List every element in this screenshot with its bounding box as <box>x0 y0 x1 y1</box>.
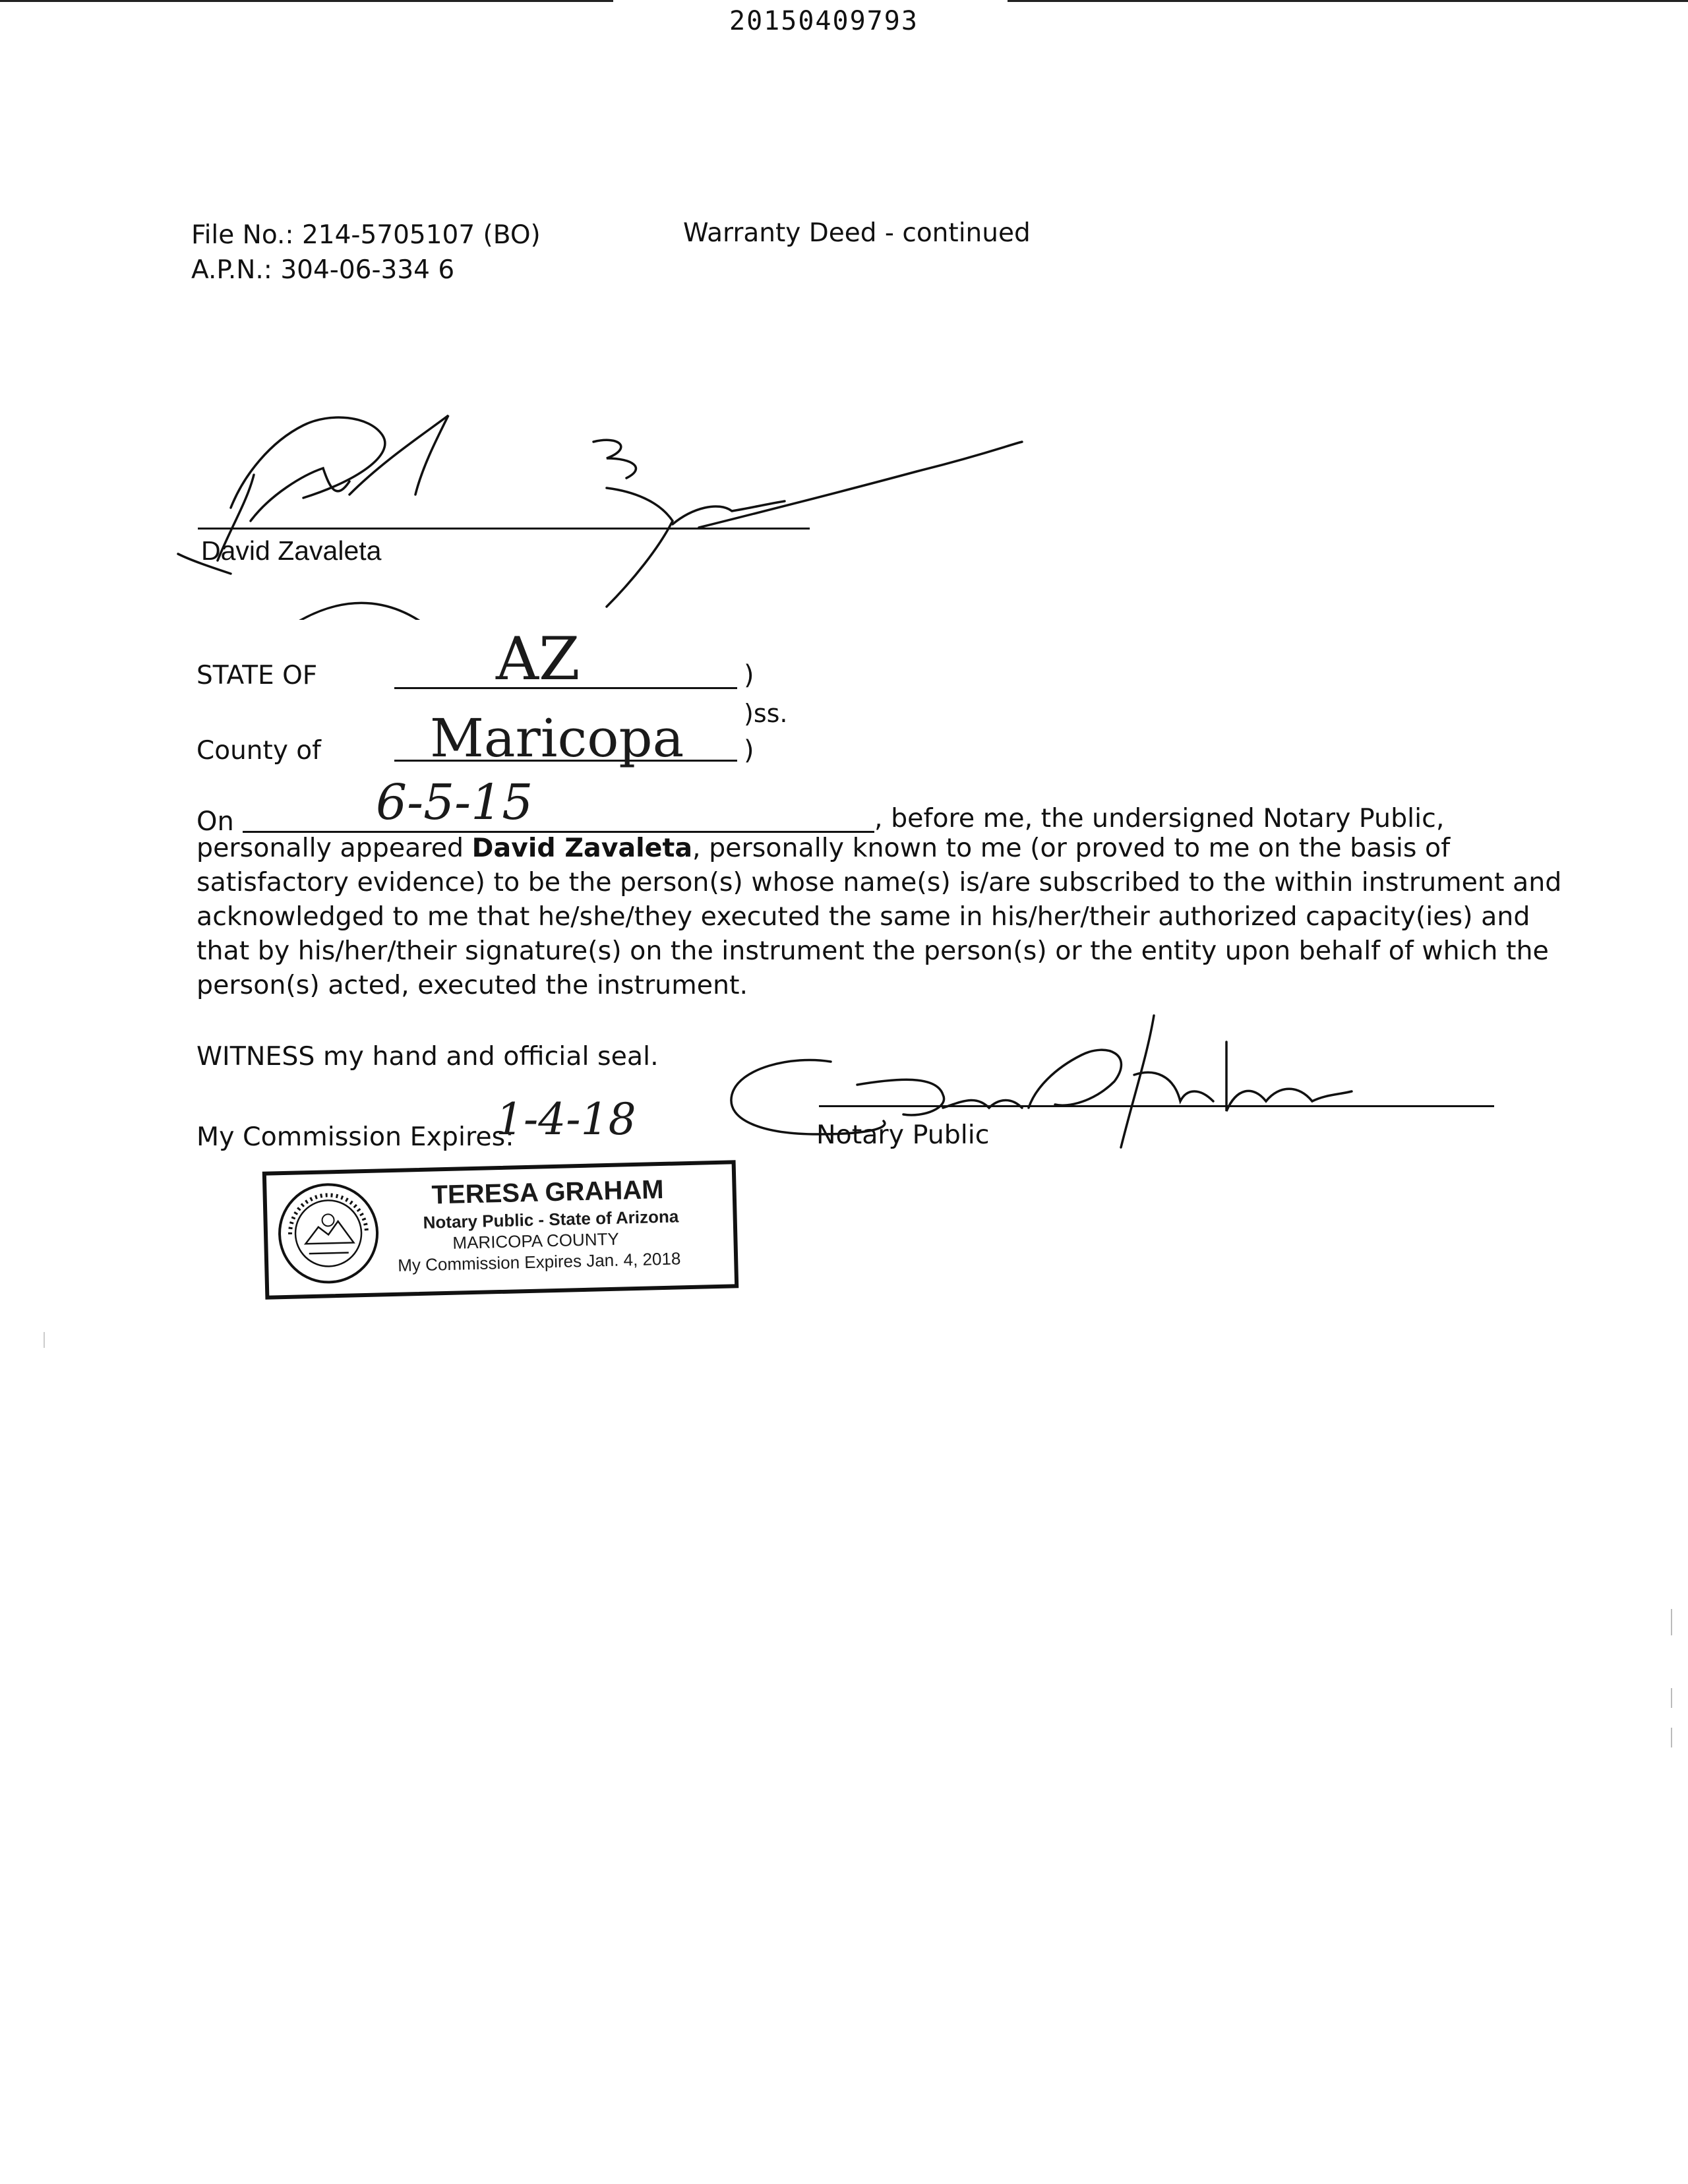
acknowledgment-text: personally appeared <box>196 833 472 863</box>
stamp-expiration: My Commission Expires Jan. 4, 2018 <box>397 1248 681 1275</box>
acknowledgment-line: person(s) acted, executed the instrument. <box>196 970 748 1000</box>
commission-label: My Commission Expires: <box>196 1122 514 1152</box>
acknowledgment-line: acknowledged to me that he/she/they executed the same in his/her/their authorized capacity(ies) and <box>196 901 1530 932</box>
commission-handwritten-date: 1-4-18 <box>496 1094 636 1145</box>
file-number: File No.: 214-5705107 (BO) <box>191 220 541 250</box>
county-handwritten-value: Maricopa <box>430 708 684 769</box>
acknowledgment-paragraph <box>196 831 1562 1002</box>
document-title: Warranty Deed - continued <box>683 218 1031 248</box>
grantor-signature-line <box>198 528 810 530</box>
on-label: On <box>196 806 234 837</box>
margin-mark <box>44 1332 45 1348</box>
scan-edge-line-left <box>0 0 613 2</box>
acknowledgment-line: satisfactory evidence) to be the person(s) whose name(s) is/are subscribed to the within instrument and <box>196 867 1562 897</box>
stamp-commission-title: Notary Public - State of Arizona <box>423 1206 679 1232</box>
recording-number: 20150409793 <box>729 6 919 36</box>
notary-signature-line <box>819 1105 1494 1107</box>
margin-mark <box>1671 1609 1672 1635</box>
acknowledgment-line: that by his/her/their signature(s) on the instrument the person(s) or the entity upon behalf of which the <box>196 936 1549 966</box>
ss-label: )ss. <box>744 699 788 728</box>
margin-mark <box>1671 1688 1672 1708</box>
stamp-notary-name: TERESA GRAHAM <box>431 1174 664 1210</box>
notary-public-label: Notary Public <box>816 1120 990 1150</box>
state-handwritten-value: AZ <box>496 624 580 694</box>
margin-mark <box>1671 1728 1672 1747</box>
arizona-state-seal <box>274 1179 382 1287</box>
grantor-signature <box>171 396 1029 620</box>
stamp-county: MARICOPA COUNTY <box>452 1228 620 1253</box>
apn-number: A.P.N.: 304-06-334 6 <box>191 255 455 285</box>
grantor-name: David Zavaleta <box>201 535 382 566</box>
state-label: STATE OF <box>196 661 318 690</box>
scan-edge-line-right <box>1008 0 1688 2</box>
signer-name: David Zavaleta <box>471 833 692 863</box>
acknowledgment-line <box>196 831 1482 865</box>
acknowledgment-text: , personally known to me (or proved to me on the basis of <box>692 833 1451 863</box>
witness-text: WITNESS my hand and official seal. <box>196 1041 659 1072</box>
state-paren: ) <box>744 660 754 690</box>
county-label: County of <box>196 736 321 766</box>
notary-date-handwritten: 6-5-15 <box>376 774 533 831</box>
notary-stamp <box>262 1160 739 1299</box>
county-paren: ) <box>744 735 754 766</box>
before-me-text: , before me, the undersigned Notary Public, <box>874 803 1445 834</box>
